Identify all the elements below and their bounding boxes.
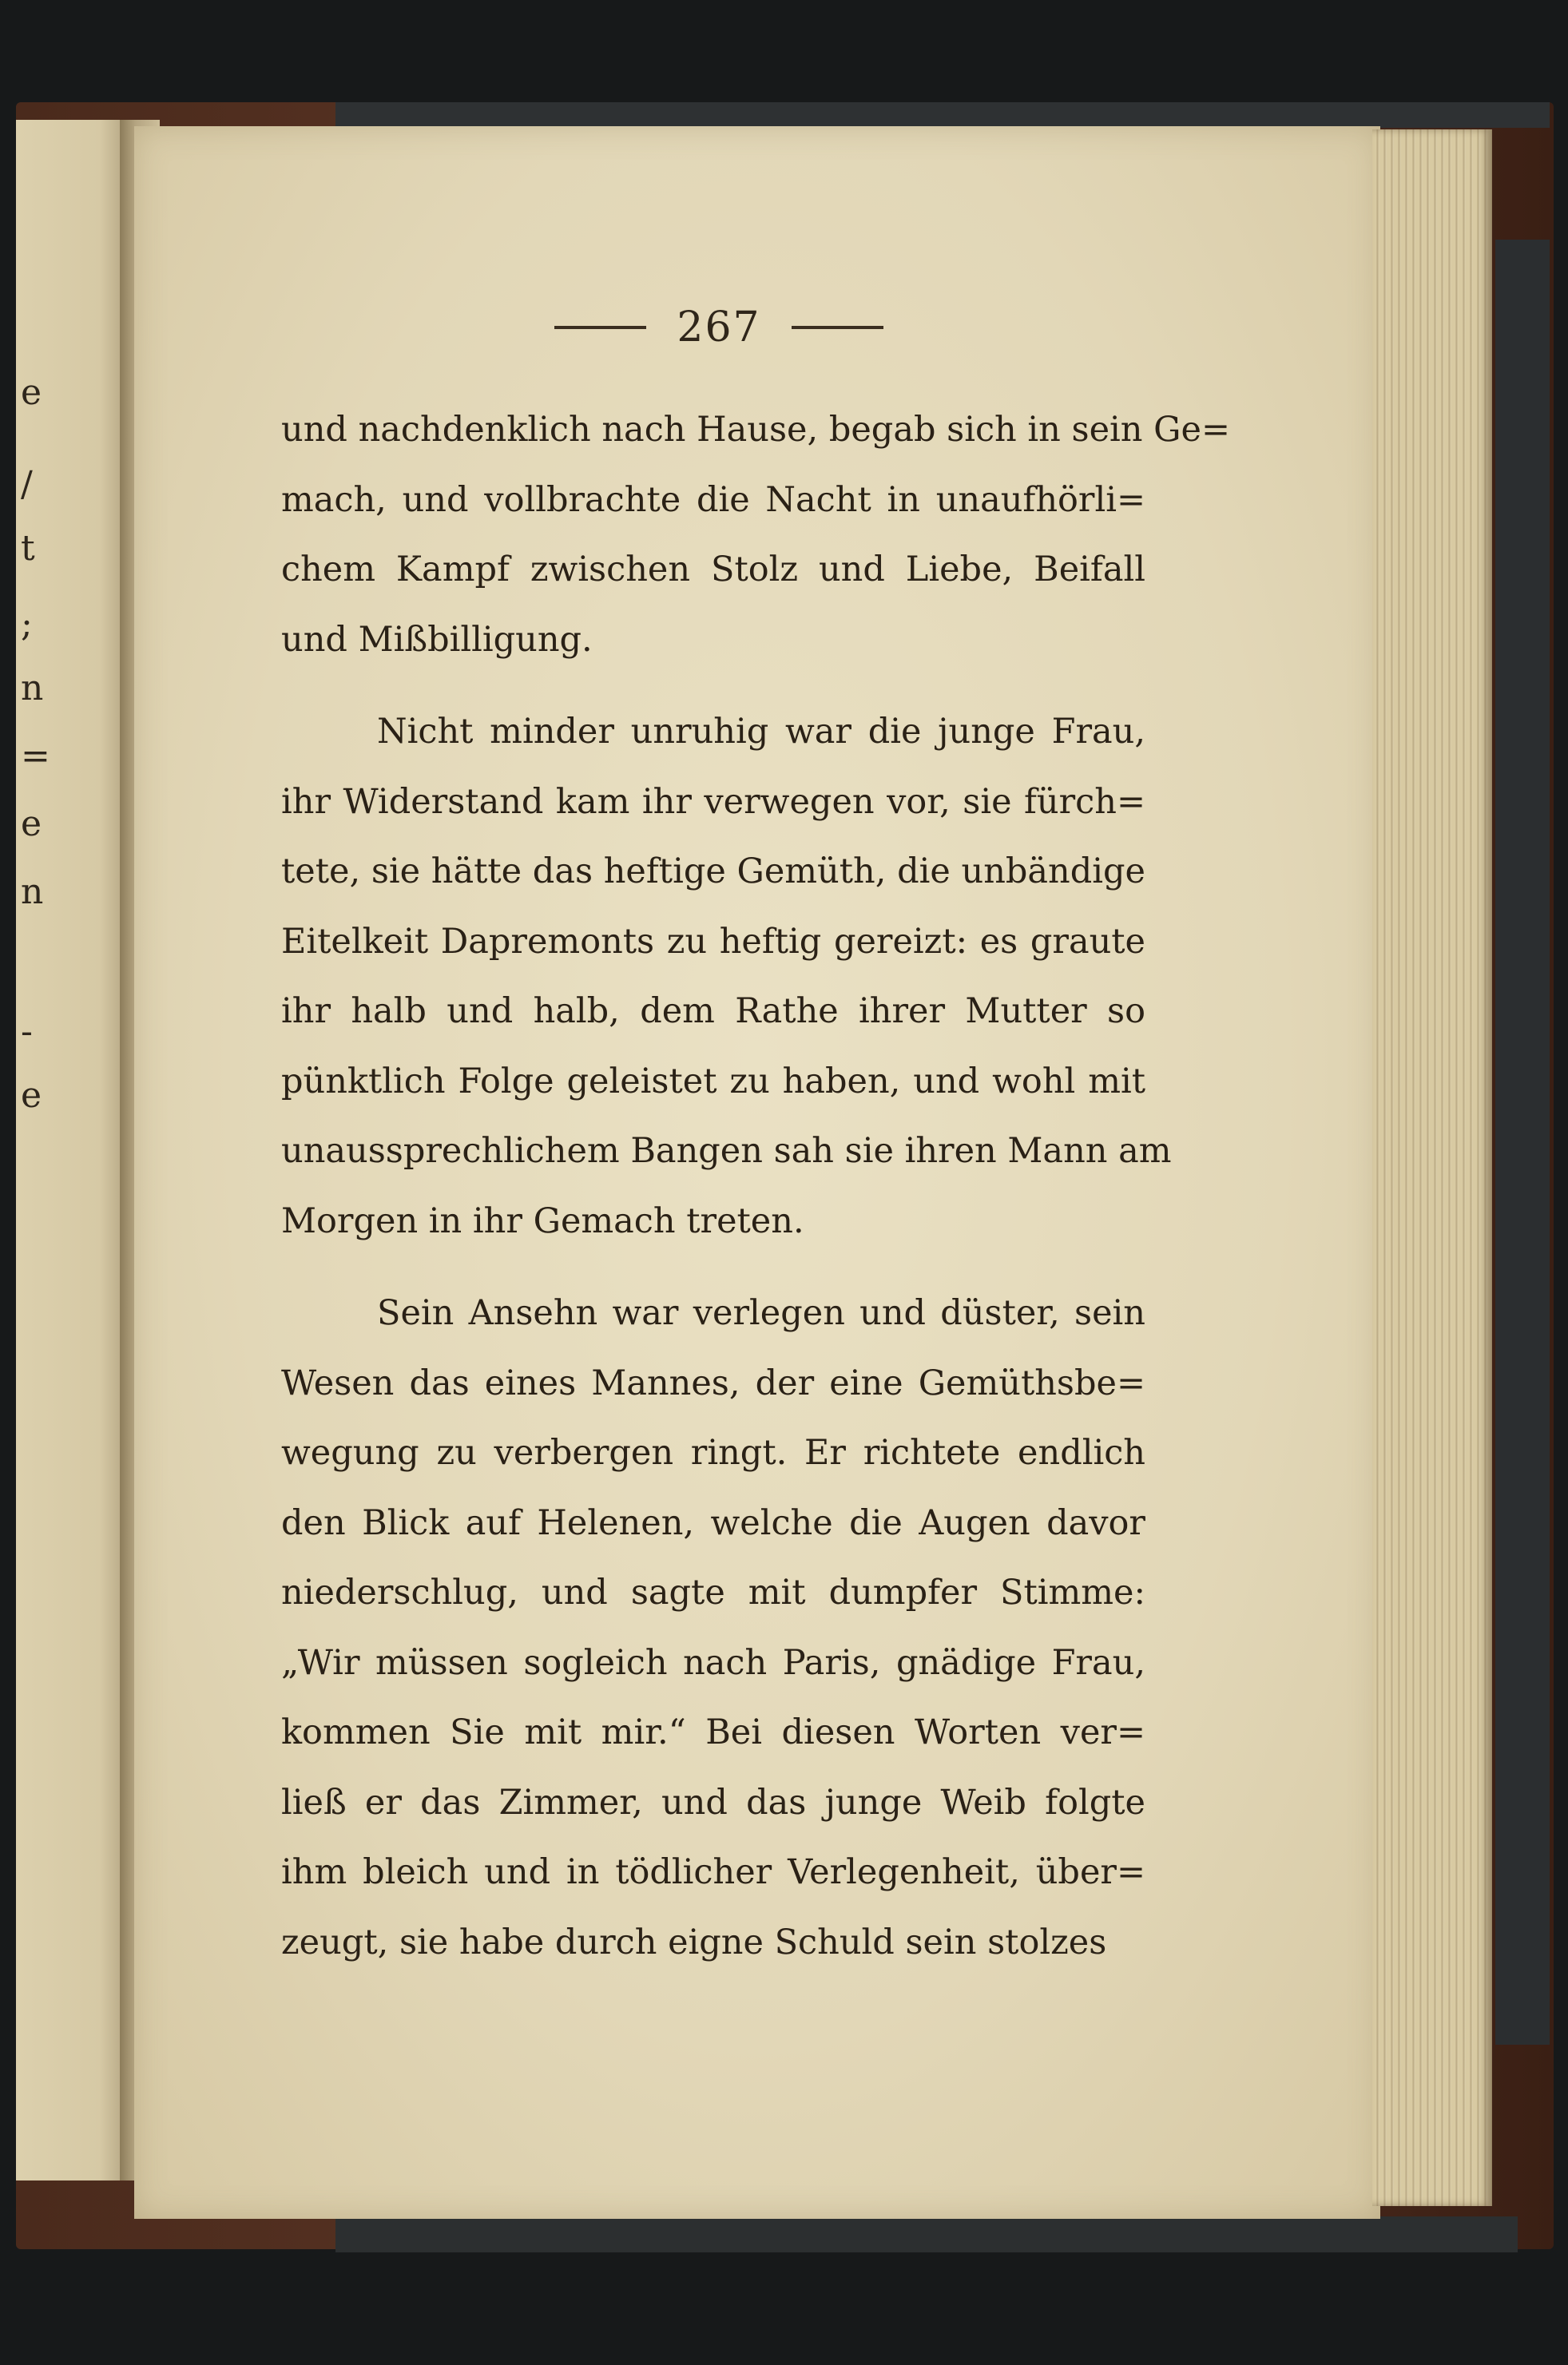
text-line: zeugt, sie habe durch eigne Schuld sein stolzes xyxy=(281,1922,1107,1962)
text-line: den Blick auf Helenen, welche die Augen davor xyxy=(281,1502,1145,1543)
text-line: und Mißbilligung. xyxy=(281,619,593,660)
fragment: ; xyxy=(21,604,33,645)
text-line: ihr halb und halb, dem Rathe ihrer Mutter so xyxy=(281,991,1145,1031)
facing-page-text-fragments xyxy=(16,372,50,1254)
paragraph xyxy=(281,697,1172,1256)
text-line: „Wir müssen sogleich nach Paris, gnädige Frau, xyxy=(281,1642,1145,1683)
cover-edge-right xyxy=(1495,240,1550,2045)
fragment: e xyxy=(21,1075,42,1116)
fragment: n xyxy=(21,668,44,708)
text-line: und nachdenklich nach Hause, begab sich in sein Ge= xyxy=(281,410,1230,450)
cover-edge-bottom xyxy=(335,2216,1518,2252)
text-line: ihm bleich und in tödlicher Verlegenheit, über= xyxy=(281,1852,1145,1892)
fragment: e xyxy=(21,804,42,844)
text-line: unaussprechlichem Bangen sah sie ihren Mann am xyxy=(281,1131,1172,1171)
fragment: = xyxy=(21,736,50,776)
page-block-edges xyxy=(1372,129,1492,2206)
text-line: pünktlich Folge geleistet zu haben, und wohl mit xyxy=(281,1061,1145,1101)
body-text xyxy=(281,395,1230,1978)
fragment: t xyxy=(21,528,35,569)
text-line: Morgen in ihr Gemach treten. xyxy=(281,1200,804,1241)
text-line: Wesen das eines Mannes, der eine Gemüthsbe= xyxy=(281,1363,1145,1403)
text-line: kommen Sie mit mir.“ Bei diesen Worten ver= xyxy=(281,1712,1145,1752)
fragment: e xyxy=(21,372,42,413)
rule-left xyxy=(554,326,646,329)
text-line: Nicht minder unruhig war die junge Frau, xyxy=(377,712,1145,752)
page-number: 267 xyxy=(677,304,761,351)
cover-edge-top xyxy=(335,102,1550,128)
text-line: mach, und vollbrachte die Nacht in unaufhörli= xyxy=(281,479,1145,520)
running-head xyxy=(543,296,895,359)
text-line: Eitelkeit Dapremonts zu heftig gereizt: es graute xyxy=(281,921,1145,962)
text-line: tete, sie hätte das heftige Gemüth, die unbändige xyxy=(281,851,1145,891)
text-line: Sein Ansehn war verlegen und düster, sein xyxy=(377,1293,1145,1333)
rule-right xyxy=(792,326,883,329)
paragraph xyxy=(281,395,1230,675)
text-line: niederschlug, und sagte mit dumpfer Stimme: xyxy=(281,1573,1145,1613)
fragment: n xyxy=(21,871,44,912)
text-line: ließ er das Zimmer, und das junge Weib folgte xyxy=(281,1782,1145,1823)
fragment: - xyxy=(21,1011,33,1052)
text-line: chem Kampf zwischen Stolz und Liebe, Beifall xyxy=(281,550,1145,589)
paragraph xyxy=(281,1279,1145,1978)
fragment: / xyxy=(21,464,33,505)
text-line: ihr Widerstand kam ihr verwegen vor, sie fürch= xyxy=(281,781,1145,822)
text-line: wegung zu verbergen ringt. Er richtete endlich xyxy=(281,1433,1145,1473)
